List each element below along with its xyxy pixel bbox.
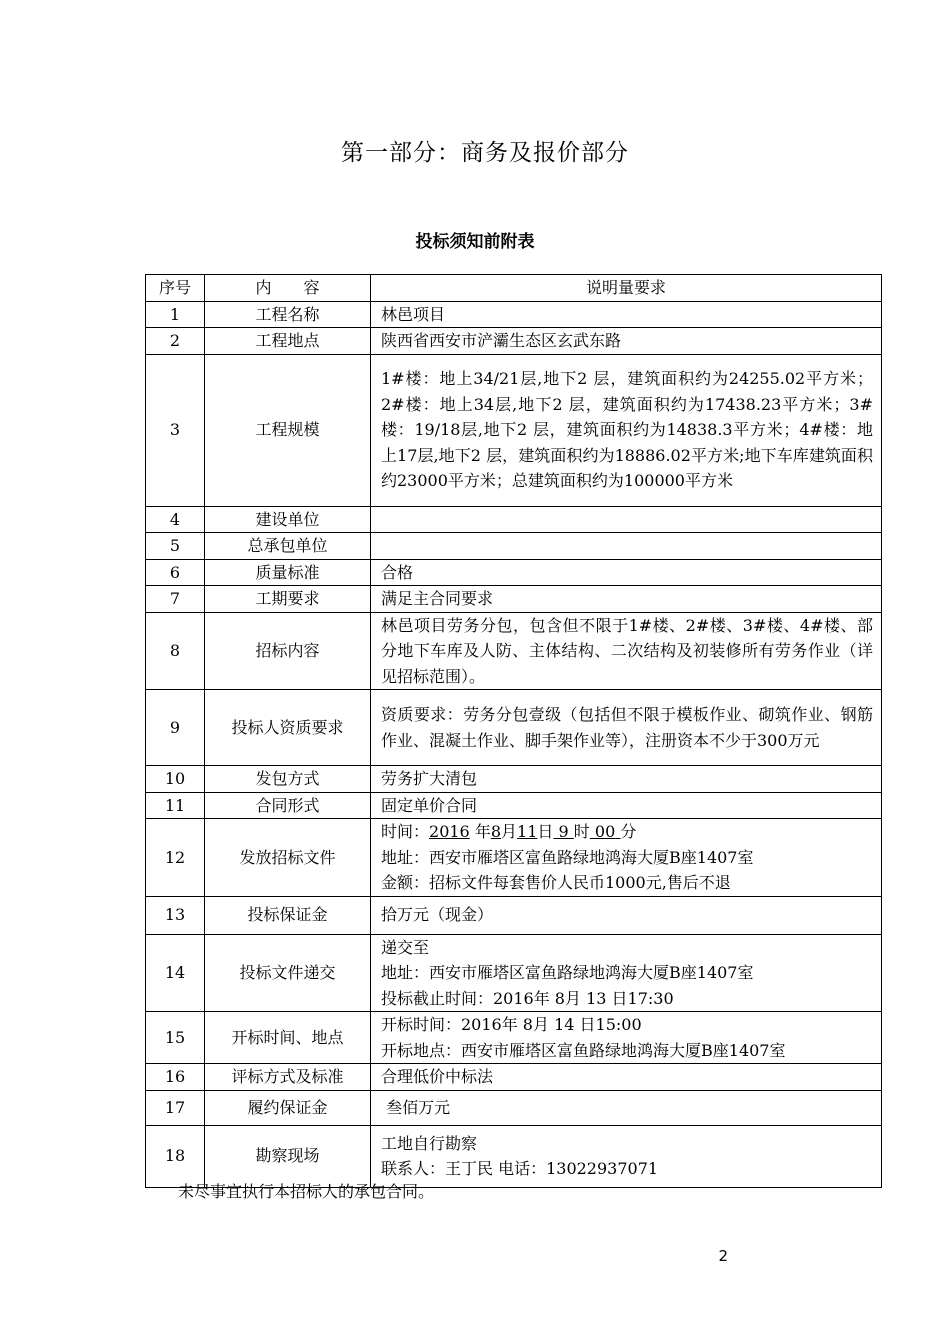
row-desc [371,1090,882,1125]
row-item: 总承包单位 [205,533,371,560]
row-no: 16 [146,1064,205,1091]
row-desc [371,934,882,1012]
row-no: 8 [146,612,205,690]
page-number: 2 [718,1247,728,1265]
day-value: 11 [517,822,538,841]
desc-line: 投标截止时间：2016年 8月 13 日17:30 [381,988,674,1008]
desc-text: 1#楼：地上34/21层,地下2 层，建筑面积约为24255.02平方米；2#楼：地上34层,地下2 层，建筑面积约为17438.23平方米；3#楼：19/18层,地下2 层，建筑面积约为14838.3平方米；4#楼：地上17层,地下2 层，建筑面积约为18886.02平方米;地下车库建筑面积约23000平方米；总建筑面积约为100000平方米 [381,369,873,491]
row-desc [371,896,882,934]
page-title: 第一部分：商务及报价部分 [341,140,629,166]
row-desc [371,792,882,819]
row-no: 5 [146,533,205,560]
row-no: 15 [146,1012,205,1064]
desc-line: 开标地点：西安市雁塔区富鱼路绿地鸿海大厦B座1407室 [381,1040,786,1060]
header-no: 序号 [146,275,205,302]
header-desc: 说明量要求 [371,275,882,302]
row-no: 10 [146,766,205,793]
row-desc [371,533,882,560]
row-desc [371,354,882,506]
table-row [146,1012,882,1064]
minute-value: 00 [594,822,616,841]
row-desc [371,1125,882,1187]
table-row [146,1125,882,1187]
row-no: 2 [146,328,205,355]
row-no: 11 [146,792,205,819]
row-no: 7 [146,586,205,613]
row-item: 评标方式及标准 [205,1064,371,1091]
row-item: 工程名称 [205,301,371,328]
row-item: 投标保证金 [205,896,371,934]
desc-line: 递交至 [381,937,430,957]
row-item: 投标人资质要求 [205,690,371,766]
row-no: 9 [146,690,205,766]
year-value: 2016 [429,822,470,841]
row-item: 开标时间、地点 [205,1012,371,1064]
desc-line: 满足主合同要求 [381,589,494,608]
row-item: 工程地点 [205,328,371,355]
desc-line: 固定单价合同 [381,795,478,815]
row-desc [371,819,882,897]
desc-line: 金额：招标文件每套售价人民币1000元,售后不退 [381,873,731,892]
row-item: 工期要求 [205,586,371,613]
desc-line: 林邑项目 [381,304,446,324]
table-row [146,819,882,897]
row-no: 4 [146,506,205,533]
row-no: 18 [146,1125,205,1187]
row-no: 14 [146,934,205,1012]
table-row [146,328,882,355]
desc-line: 合格 [381,562,414,582]
row-desc [371,506,882,533]
table-row [146,690,882,766]
desc-line: 陕西省西安市浐灞生态区玄武东路 [381,331,622,350]
row-desc [371,612,882,690]
desc-line: 叁佰万元 [381,1097,451,1117]
desc-line: 合理低价中标法 [381,1067,494,1086]
row-item: 合同形式 [205,792,371,819]
row-desc [371,690,882,766]
table-row [146,612,882,690]
header-item: 内 容 [205,275,371,302]
row-no: 17 [146,1090,205,1125]
desc-line: 联系人：王丁民 电话：13022937071 [381,1159,659,1178]
desc-line: 地址：西安市雁塔区富鱼路绿地鸿海大厦B座1407室 [381,963,754,982]
table-row [146,559,882,586]
row-item: 投标文件递交 [205,934,371,1012]
desc-line: 拾万元（现金） [381,905,494,925]
desc-line: 劳务扩大清包 [381,769,478,788]
row-desc [371,301,882,328]
footer-note: 未尽事宜执行本招标人的承包合同。 [178,1182,435,1201]
row-item: 勘察现场 [205,1125,371,1187]
table-row [146,792,882,819]
row-item: 履约保证金 [205,1090,371,1125]
desc-text: 林邑项目劳务分包，包含但不限于1#楼、2#楼、3#楼、4#楼、部分地下车库及人防、主体结构、二次结构及初装修所有劳务作业（详见招标范围）。 [381,615,873,686]
row-no: 6 [146,559,205,586]
table-row [146,896,882,934]
row-item: 质量标准 [205,559,371,586]
table-row [146,1064,882,1091]
desc-line: 地址：西安市雁塔区富鱼路绿地鸿海大厦B座1407室 [381,847,754,867]
row-item: 招标内容 [205,612,371,690]
bid-instructions-table [145,274,882,1188]
table-header-row [146,275,882,302]
row-item: 工程规模 [205,354,371,506]
month-value: 8 [490,822,502,841]
row-no: 13 [146,896,205,934]
table-row [146,586,882,613]
table-row [146,506,882,533]
row-no: 1 [146,301,205,328]
desc-line: 工地自行勘察 [381,1133,478,1153]
row-desc [371,559,882,586]
table-row [146,301,882,328]
table-title: 投标须知前附表 [415,232,535,252]
table-row [146,354,882,506]
issue-time-line: 时间：2016 年8月11日 9 时 00 分 [381,822,637,841]
row-no: 3 [146,354,205,506]
table-row [146,1090,882,1125]
row-desc [371,586,882,613]
row-desc [371,328,882,355]
hour-value: 9 [558,822,569,841]
desc-text: 资质要求：劳务分包壹级（包括但不限于模板作业、砌筑作业、钢筋作业、混凝土作业、脚手架作业等），注册资本不少于300万元 [381,705,873,750]
row-item: 建设单位 [205,506,371,533]
table-row [146,766,882,793]
row-desc [371,1064,882,1091]
row-desc [371,1012,882,1064]
row-desc [371,766,882,793]
desc-line: 开标时间：2016年 8月 14 日15:00 [381,1015,642,1034]
table-row [146,934,882,1012]
table-row [146,533,882,560]
row-no: 12 [146,819,205,897]
row-item: 发放招标文件 [205,819,371,897]
row-item: 发包方式 [205,766,371,793]
